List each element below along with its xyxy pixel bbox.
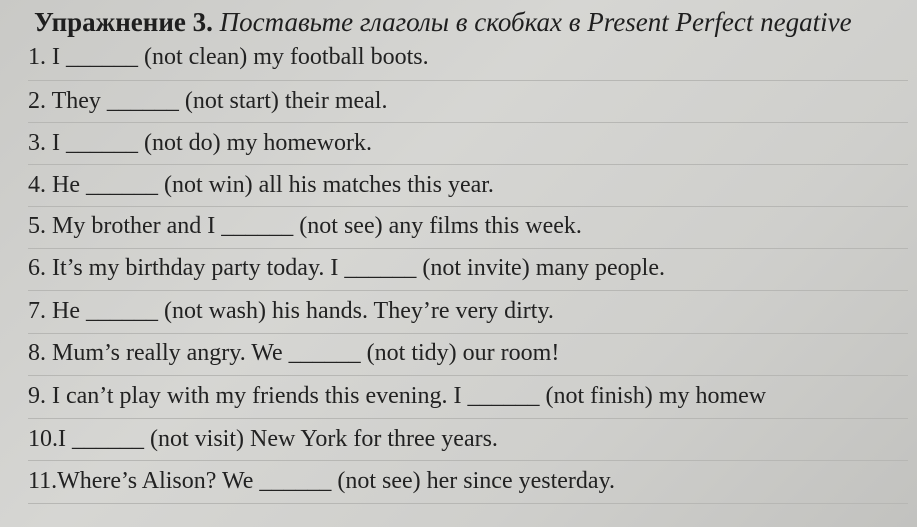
exercise-item-9: 9. I can’t play with my friends this evening. I ______ (not finish) my homew	[28, 383, 767, 409]
divider	[28, 164, 908, 165]
divider	[28, 375, 908, 376]
exercise-number: Упражнение 3.	[34, 7, 213, 37]
divider	[28, 122, 908, 123]
divider	[28, 333, 908, 334]
exercise-item-5: 5. My brother and I ______ (not see) any films this week.	[28, 213, 582, 239]
divider	[28, 290, 908, 291]
divider	[28, 80, 908, 81]
exercise-item-2: 2. They ______ (not start) their meal.	[28, 88, 388, 114]
exercise-item-1: 1. I ______ (not clean) my football boots.	[28, 44, 429, 70]
exercise-item-6: 6. It’s my birthday party today. I ______ (not invite) many people.	[28, 255, 665, 281]
divider	[28, 460, 908, 461]
exercise-item-8: 8. Mum’s really angry. We ______ (not tidy) our room!	[28, 340, 560, 366]
divider	[28, 503, 908, 504]
exercise-item-7: 7. He ______ (not wash) his hands. They’re very dirty.	[28, 298, 554, 324]
exercise-item-4: 4. He ______ (not win) all his matches this year.	[28, 172, 494, 198]
exercise-item-3: 3. I ______ (not do) my homework.	[28, 130, 372, 156]
exercise-title	[34, 6, 852, 38]
exercise-instruction: Поставьте глаголы в скобках в Present Perfect negative	[219, 7, 852, 37]
divider	[28, 418, 908, 419]
exercise-item-10: 10.I ______ (not visit) New York for three years.	[28, 426, 498, 452]
divider	[28, 206, 908, 207]
exercise-item-11: 11.Where’s Alison? We ______ (not see) her since yesterday.	[28, 468, 616, 494]
divider	[28, 248, 908, 249]
